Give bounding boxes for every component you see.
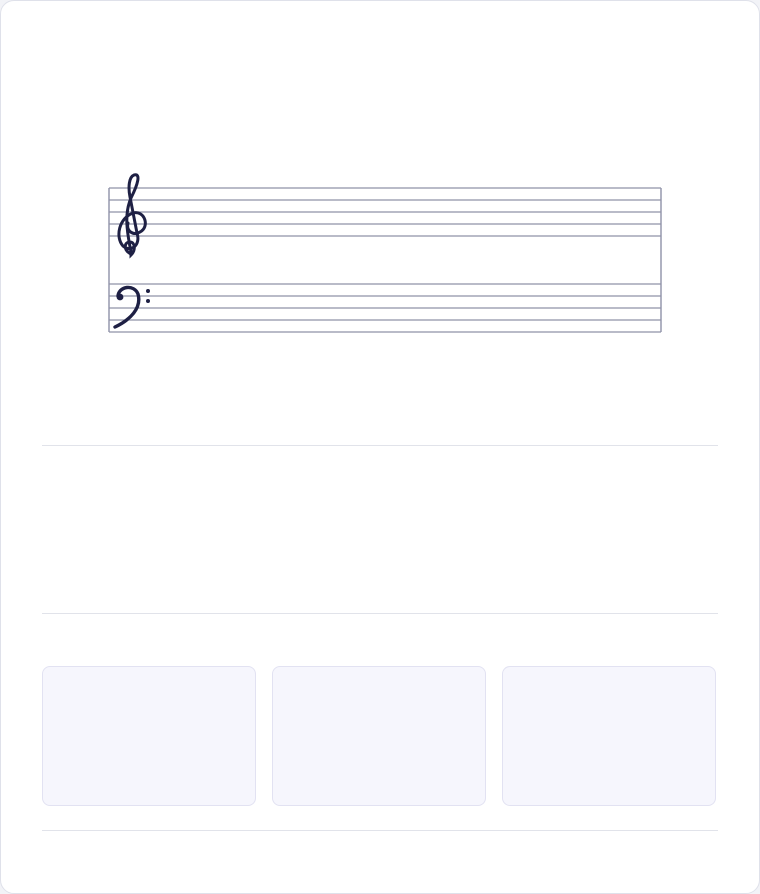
tip-card-start-middle-c bbox=[42, 666, 256, 806]
tip-card-name-dont-count bbox=[272, 666, 486, 806]
footer-divider bbox=[42, 830, 718, 831]
tip-card-then-find-it bbox=[502, 666, 716, 806]
section-divider bbox=[42, 613, 718, 614]
